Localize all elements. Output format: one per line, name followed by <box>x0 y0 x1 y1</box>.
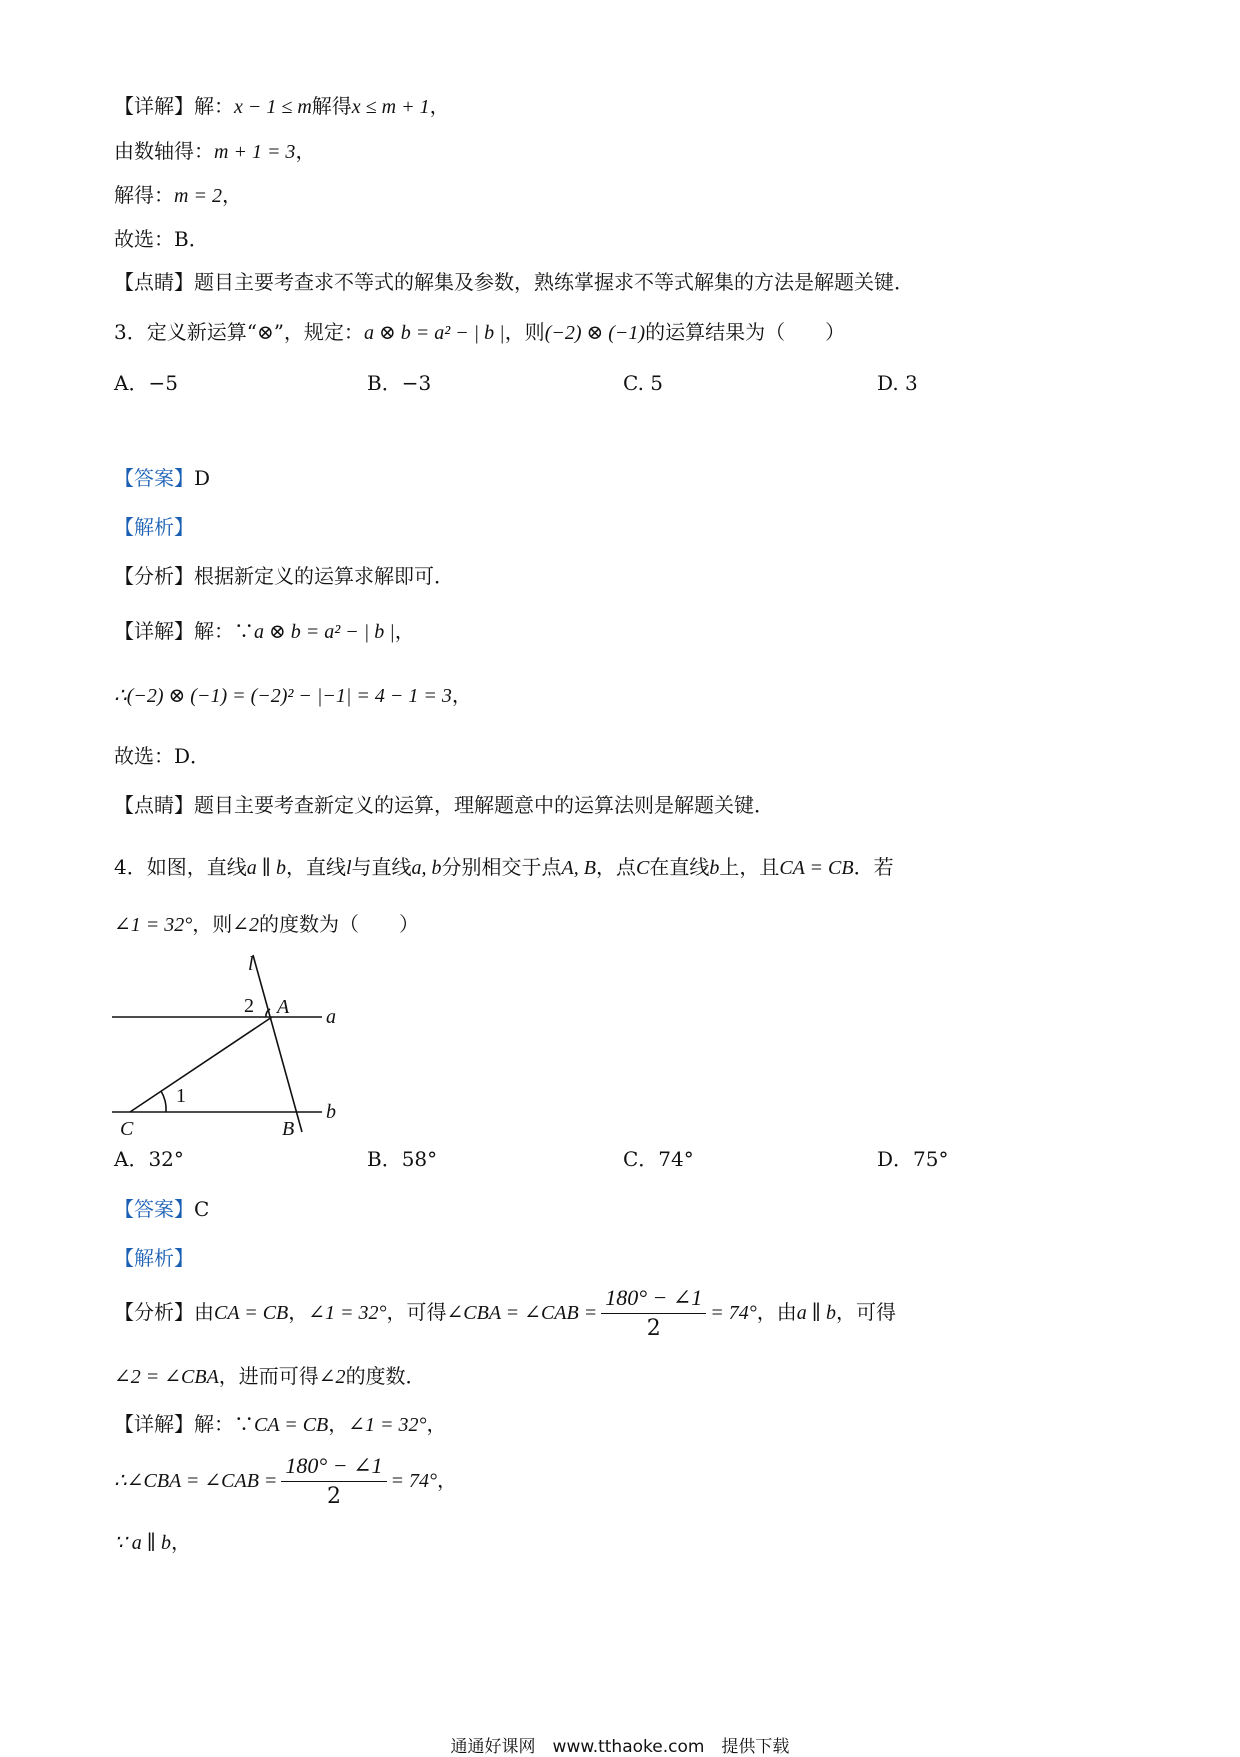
math-angle-1: ∠1 = 32° <box>308 1302 387 1324</box>
text: 解：∵ <box>194 1412 254 1436</box>
math-result: = 74° <box>710 1302 757 1324</box>
text: 解得： <box>114 183 174 207</box>
math-calculation: ∴(−2) ⊗ (−1) = (−2)² − |−1| = 4 − 1 = 3 <box>114 685 452 707</box>
text: 与直线 <box>351 855 412 879</box>
text: 的度数为（ ） <box>259 912 420 936</box>
text: ， <box>451 683 472 707</box>
text: ，则 <box>504 320 545 344</box>
fraction <box>601 1283 706 1344</box>
geometry-figure <box>100 950 360 1140</box>
label-angle-2: 2 <box>244 995 254 1017</box>
math-definition: a ⊗ b = a² − | b | <box>254 621 395 643</box>
detail-line-3 <box>114 181 242 210</box>
fraction-denominator: 2 <box>326 1484 341 1509</box>
math-angle-1: ∠1 = 32° <box>114 914 193 936</box>
text: ，直线 <box>285 855 346 879</box>
text: ，点 <box>595 855 636 879</box>
fraction-numerator: 180° − ∠1 <box>601 1283 706 1314</box>
fenxi-text: 根据新定义的运算求解即可． <box>194 564 454 588</box>
q3-calc <box>114 681 472 710</box>
fenxi-tag: 【分析】 <box>114 1300 194 1324</box>
text: ， <box>221 183 242 207</box>
dianjing-tag: 【点睛】 <box>114 270 194 294</box>
text: ， <box>429 94 450 118</box>
math-equation: m + 1 = 3 <box>214 141 296 163</box>
math-angles: ∠CBA = ∠CAB = <box>446 1302 598 1324</box>
question-4-line-1 <box>114 853 894 882</box>
math-angles: ∴∠CBA = ∠CAB = <box>114 1470 278 1492</box>
label-C: C <box>120 1118 134 1140</box>
fenxi-tag: 【分析】 <box>114 564 194 588</box>
math-parallel: a ∥ b <box>246 857 286 879</box>
math-solution: x ≤ m + 1 <box>351 96 430 118</box>
math-line-b: b <box>709 857 720 879</box>
line-l <box>253 955 302 1132</box>
q3-analysis-tag <box>114 513 194 541</box>
fraction-numerator: 180° − ∠1 <box>281 1451 386 1482</box>
detail-tag: 【详解】 <box>114 94 194 118</box>
math-condition: CA = CB <box>214 1302 289 1324</box>
text: 的度数． <box>345 1364 426 1388</box>
text: 由 <box>194 1300 214 1324</box>
math-definition: a ⊗ b = a² − | b | <box>363 322 505 344</box>
q4-option-b: B．58° <box>367 1147 438 1171</box>
answer-value: C <box>194 1197 210 1221</box>
text: ， <box>426 1412 447 1436</box>
math-line-l: l <box>345 857 352 879</box>
label-a: a <box>326 1006 336 1028</box>
analysis-tag: 【解析】 <box>114 515 194 539</box>
q4-last <box>114 1528 191 1557</box>
text: ，可得 <box>836 1300 897 1324</box>
text: ，由 <box>756 1300 797 1324</box>
question-3 <box>114 318 845 347</box>
segment-ca <box>130 1017 272 1112</box>
text: ，进而可得 <box>218 1364 319 1388</box>
dianjing-text: 题目主要考查求不等式的解集及参数，熟练掌握求不等式解集的方法是解题关键． <box>194 270 914 294</box>
q3-detail <box>114 617 415 646</box>
analysis-tag: 【解析】 <box>114 1246 194 1270</box>
fraction <box>281 1451 386 1512</box>
text: ， <box>328 1412 349 1436</box>
q4-option-d: D．75° <box>877 1147 949 1171</box>
answer-value: D <box>194 466 211 490</box>
q3-fenxi <box>114 562 454 590</box>
math-angle-equal: ∠2 = ∠CBA <box>114 1366 219 1388</box>
choice-line: 故选：B． <box>114 227 209 251</box>
detail-line-2 <box>114 137 315 166</box>
answer-tag: 【答案】 <box>114 1197 194 1221</box>
q4-fenxi-2 <box>114 1362 426 1391</box>
q3-option-b: B．−3 <box>367 371 432 395</box>
q3-option-c: C. 5 <box>623 371 664 395</box>
page-footer: 通通好课网 www.tthaoke.com 提供下载 <box>450 1737 790 1757</box>
detail-line-1 <box>114 92 450 121</box>
q3-choice: 故选：D． <box>114 744 211 768</box>
text: ， <box>394 619 415 643</box>
math-equation: m = 2 <box>174 185 222 207</box>
q3-answer <box>114 464 210 492</box>
text: 上，且 <box>719 855 780 879</box>
text: 分别相交于点 <box>441 855 562 879</box>
label-l: l <box>248 953 254 975</box>
text: ．若 <box>853 855 894 879</box>
text: 的运算结果为（ ） <box>645 320 846 344</box>
math-points-ab: A, B <box>561 857 596 879</box>
question-4-line-2 <box>114 910 419 939</box>
q4-calc <box>114 1450 457 1512</box>
q4-answer <box>114 1195 209 1223</box>
text: 解得 <box>311 94 352 118</box>
label-b: b <box>326 1101 336 1123</box>
label-B: B <box>282 1118 295 1140</box>
label-A: A <box>277 996 290 1018</box>
text: 解：∵ <box>194 619 254 643</box>
text: 解： <box>194 94 234 118</box>
text: ， <box>170 1530 191 1554</box>
detail-tag: 【详解】 <box>114 619 194 643</box>
detail-tag: 【详解】 <box>114 1412 194 1436</box>
math-result: = 74° <box>390 1470 437 1492</box>
q4-analysis-tag <box>114 1244 194 1272</box>
math-parallel: ∵ a ∥ b <box>114 1532 171 1554</box>
math-lines-ab: a, b <box>411 857 442 879</box>
q3-option-a: A．−5 <box>114 371 178 395</box>
text: 4．如图，直线 <box>114 855 247 879</box>
math-angle-1: ∠1 = 32° <box>348 1414 427 1436</box>
answer-tag: 【答案】 <box>114 466 194 490</box>
math-angle-2: ∠2 <box>318 1366 346 1388</box>
text: ， <box>295 139 316 163</box>
q3-option-d: D. 3 <box>877 371 918 395</box>
math-angle-2: ∠2 <box>232 914 260 936</box>
dianjing-line <box>114 268 914 296</box>
text: ，可得 <box>386 1300 447 1324</box>
q4-detail <box>114 1410 447 1439</box>
q4-option-a: A．32° <box>114 1147 184 1171</box>
text: 在直线 <box>649 855 710 879</box>
angle-1-arc <box>161 1091 166 1112</box>
text: ，则 <box>192 912 233 936</box>
math-point-c: C <box>635 857 650 879</box>
math-expression: (−2) ⊗ (−1) <box>544 322 646 344</box>
math-inequality: x − 1 ≤ m <box>234 96 312 118</box>
label-angle-1: 1 <box>176 1085 186 1107</box>
q4-option-c: C．74° <box>623 1147 694 1171</box>
dianjing-text: 题目主要考查新定义的运算，理解题意中的运算法则是解题关键． <box>194 793 774 817</box>
text: 3．定义新运算“⊗”，规定： <box>114 320 364 344</box>
math-condition: CA = CB <box>779 857 854 879</box>
text: ， <box>437 1468 457 1492</box>
math-condition: CA = CB <box>254 1414 329 1436</box>
math-parallel: a ∥ b <box>796 1302 837 1324</box>
dianjing-tag: 【点睛】 <box>114 793 194 817</box>
q4-fenxi <box>114 1282 896 1344</box>
text: 由数轴得： <box>114 139 214 163</box>
text: ， <box>288 1300 309 1324</box>
fraction-denominator: 2 <box>646 1316 661 1341</box>
q3-dianjing <box>114 791 774 819</box>
